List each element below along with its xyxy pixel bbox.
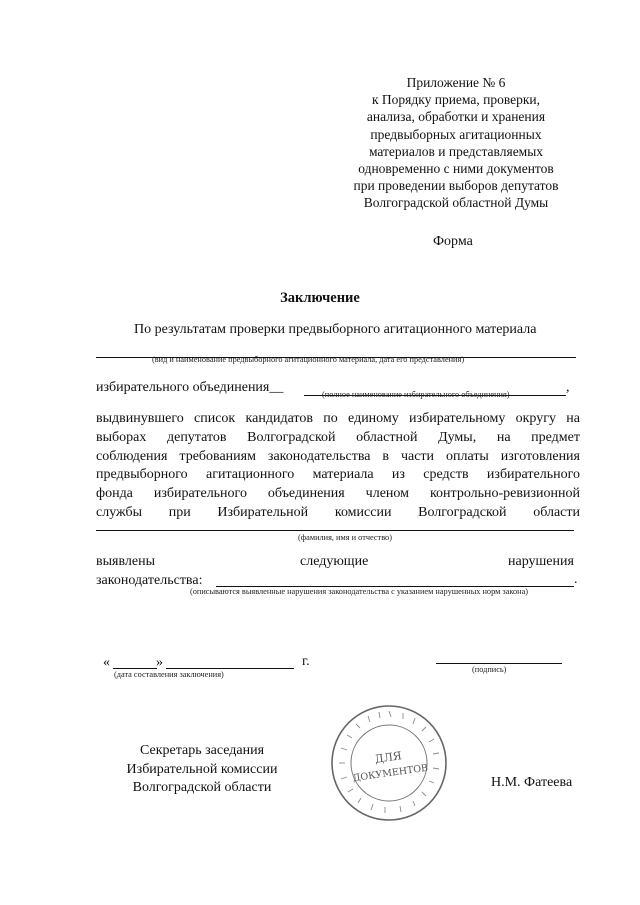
stamp-center-line-2: ДОКУМЕНТОВ (352, 762, 429, 785)
document-title: Заключение (280, 290, 360, 306)
appendix-line: предвыборных агитационных (370, 126, 542, 142)
appendix-line: материалов и представляемых (368, 143, 544, 159)
law-label: законодательства: (96, 573, 203, 588)
material-caption: (вид и наименование предвыборного агитационного материала, дата его представления) (152, 355, 465, 364)
signatory-line: Волгоградской области (132, 780, 272, 795)
paragraph-line: выдвинувшего список кандидатов по единому избирательному округу на (96, 411, 580, 426)
date-year-suffix: г. (302, 654, 310, 669)
violations-word-1: выявлены (96, 554, 155, 569)
association-label: избирательного объединения__ (96, 380, 284, 395)
association-comma: , (566, 380, 570, 395)
signatory-name: Н.М. Фатеева (491, 775, 573, 790)
appendix-line: Приложение № 6 (406, 75, 506, 90)
violations-word-2: следующие (300, 554, 369, 569)
date-month-field[interactable] (166, 668, 294, 669)
official-stamp (329, 703, 449, 823)
appendix-line: анализа, обработки и хранения (366, 109, 546, 125)
association-caption: (полное наименование избирательного объединения) (322, 390, 510, 399)
appendix-heading (340, 74, 572, 212)
date-close-quote: » (156, 655, 163, 670)
signatory-line: Секретарь заседания (139, 743, 265, 758)
date-open-quote: « (103, 655, 110, 670)
signature-caption: (подпись) (472, 665, 507, 674)
paragraph-line: соблюдения требованиям законодательства в части оплаты изготовления (96, 448, 580, 464)
body-paragraph (96, 410, 580, 523)
signature-field[interactable] (436, 663, 562, 664)
violations-word-3: нарушения (508, 554, 574, 569)
appendix-line: к Порядку приема, проверки, (371, 92, 541, 108)
appendix-line: при проведении выборов депутатов (353, 178, 559, 194)
paragraph-line: предвыборного агитационного материала из средств избирательного (96, 467, 580, 483)
paragraph-line: выборах депутатов Волгоградской областной Думы, на предмет (96, 429, 580, 445)
fio-caption: (фамилия, имя и отчество) (298, 533, 392, 542)
signatory-line: Избирательной комиссии (126, 761, 278, 777)
violations-period: . (574, 572, 578, 587)
inspector-name-field[interactable] (96, 530, 574, 531)
paragraph-line: фонда избирательного объединения членом контрольно-ревизионной (96, 486, 580, 502)
date-caption: (дата составления заключения) (114, 670, 224, 679)
form-label: Форма (433, 234, 473, 249)
stamp-center-line-1: ДЛЯ (373, 749, 403, 766)
date-day-field[interactable] (113, 668, 157, 669)
paragraph-line: службы при Избирательной комиссии Волгоградской области (96, 504, 580, 520)
appendix-line: одновременно с ними документов (358, 161, 554, 177)
appendix-line: Волгоградской областной Думы (363, 195, 549, 211)
violations-caption: (описываются выявленные нарушения законодательства с указанием нарушенных норм закона) (190, 587, 529, 596)
signatory-title (108, 742, 296, 798)
intro-text: По результатам проверки предвыборного агитационного материала (134, 322, 537, 337)
